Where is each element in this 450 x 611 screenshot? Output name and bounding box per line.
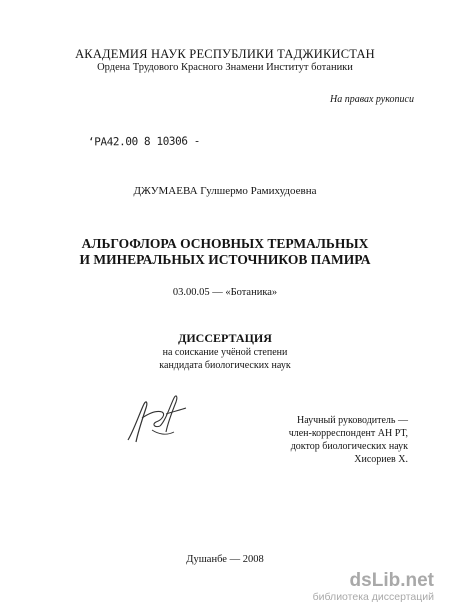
institute-name: Ордена Трудового Красного Знамени Институт ботаники bbox=[97, 62, 353, 73]
specialty-code: 03.00.05 — «Ботаника» bbox=[172, 287, 278, 298]
manuscript-rights-note: На правах рукописи bbox=[330, 94, 414, 105]
institution-name: АКАДЕМИЯ НАУК РЕСПУБЛИКИ ТАДЖИКИСТАН bbox=[75, 47, 375, 61]
degree-line-1: на соискание учёной степени bbox=[162, 347, 288, 358]
dissertation-title-line-1: АЛЬГОФЛОРА ОСНОВНЫХ ТЕРМАЛЬНЫХ bbox=[81, 236, 369, 251]
watermark-logo[interactable]: dsLib.net bbox=[349, 570, 434, 591]
library-stamp: ‘РА42.00 8 10306 - bbox=[87, 134, 201, 149]
signature-mark bbox=[122, 390, 192, 448]
advisor-title-2: доктор биологических наук bbox=[290, 441, 408, 452]
document-type: ДИССЕРТАЦИЯ bbox=[178, 331, 272, 345]
advisor-title-1: член-корреспондент АН РТ, bbox=[288, 428, 408, 439]
dslib-watermark[interactable] bbox=[282, 570, 442, 604]
degree-line-2: кандидата биологических наук bbox=[159, 360, 291, 371]
author-name: ДЖУМАЕВА Гулшермо Рамихудоевна bbox=[133, 185, 317, 197]
watermark-tagline: библиотека диссертаций bbox=[312, 591, 434, 603]
place-and-year: Душанбе — 2008 bbox=[186, 554, 264, 565]
dissertation-title-line-2: И МИНЕРАЛЬНЫХ ИСТОЧНИКОВ ПАМИРА bbox=[79, 252, 371, 267]
advisor-name: Хисориев Х. bbox=[354, 454, 408, 465]
advisor-role: Научный руководитель — bbox=[297, 415, 408, 426]
